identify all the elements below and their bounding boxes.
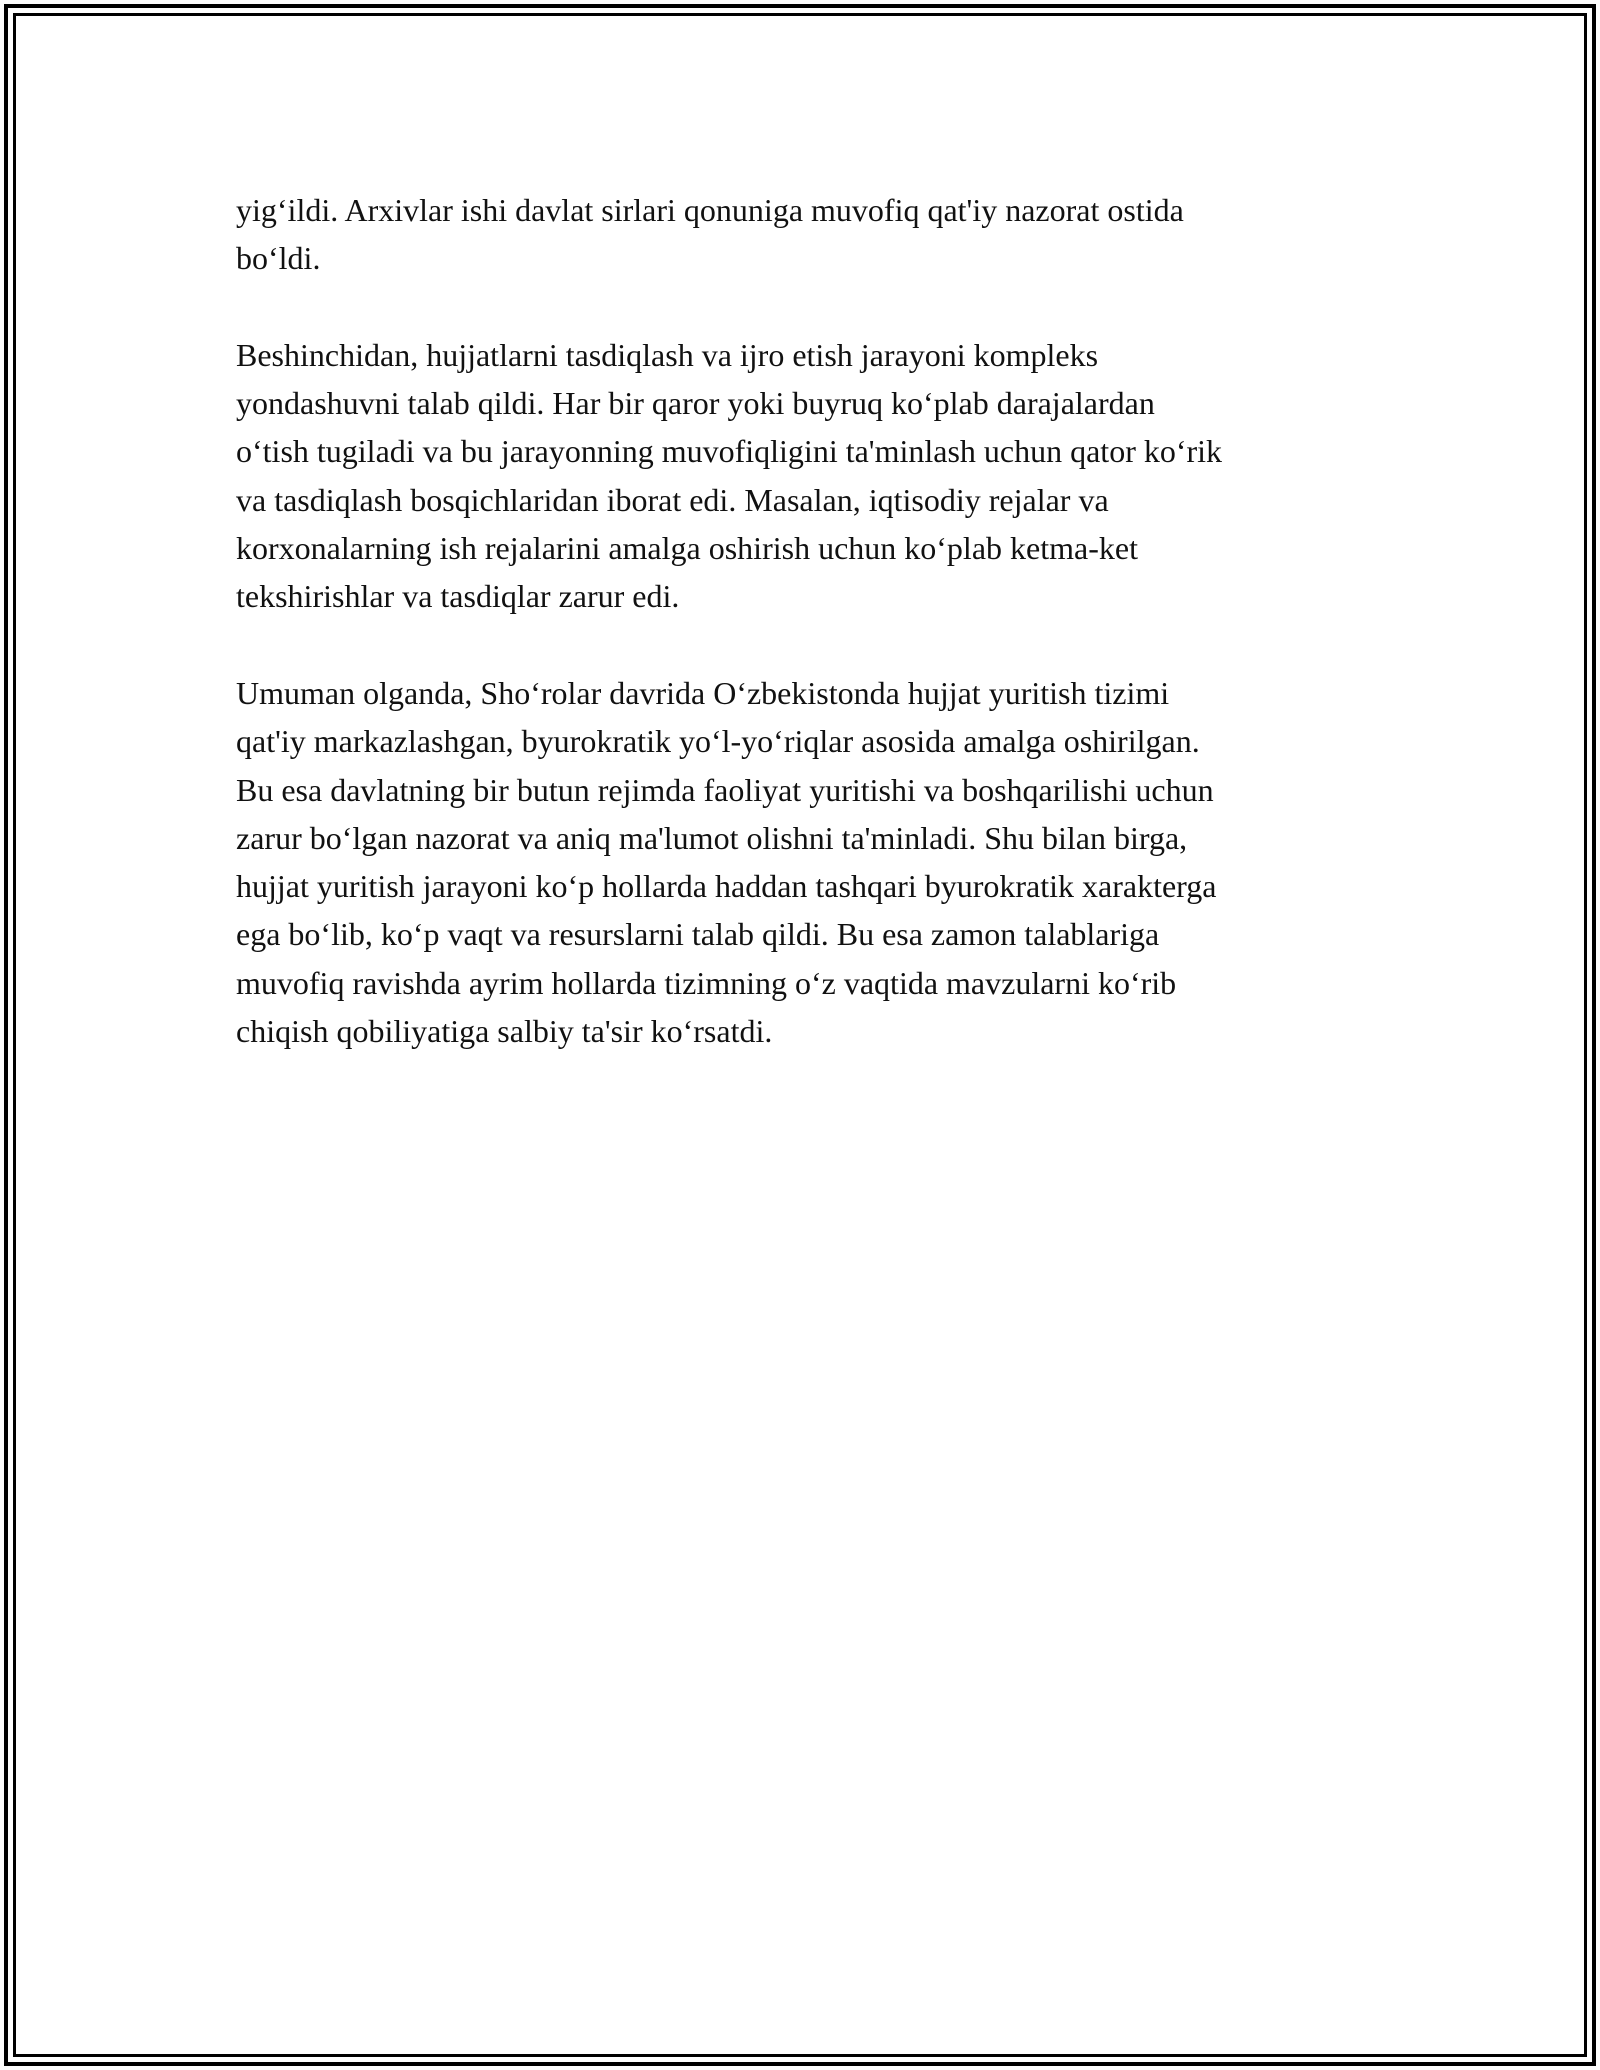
- text-line: zarur bo‘lgan nazorat va aniq ma'lumot olishni ta'minladi. Shu bilan birga,: [236, 819, 1188, 856]
- text-line: va tasdiqlash bosqichlaridan iborat edi. Masalan, iqtisodiy rejalar va: [236, 481, 1109, 518]
- text-line: tekshirishlar va tasdiqlar zarur edi.: [236, 578, 680, 615]
- text-line: ega bo‘lib, ko‘p vaqt va resurslarni talab qildi. Bu esa zamon talablariga: [236, 916, 1160, 953]
- text-line: yondashuvni talab qildi. Har bir qaror yoki buyruq ko‘plab darajalardan: [236, 385, 1155, 422]
- text-line: o‘tish tugiladi va bu jarayonning muvofiqligini ta'minlash uchun qator ko‘rik: [236, 433, 1223, 470]
- text-line: Umuman olganda, Sho‘rolar davrida O‘zbekistonda hujjat yuritish tizimi: [236, 674, 1170, 711]
- text-line: bo‘ldi.: [236, 240, 321, 277]
- document-body: [236, 186, 1376, 1104]
- text-line: Beshinchidan, hujjatlarni tasdiqlash va ijro etish jarayoni kompleks: [236, 336, 1099, 373]
- text-line: hujjat yuritish jarayoni ko‘p hollarda haddan tashqari byurokratik xarakterga: [236, 868, 1217, 905]
- text-line: Bu esa davlatning bir butun rejimda faoliyat yuritishi va boshqarilishi uchun: [236, 771, 1214, 808]
- paragraph-archives: [236, 186, 1376, 283]
- paragraph-conclusion: [236, 669, 1376, 1055]
- text-line: qat'iy markazlashgan, byurokratik yo‘l-yo‘riqlar asosida amalga oshirilgan.: [236, 723, 1200, 760]
- paragraph-fifth-point: [236, 331, 1376, 621]
- text-line: chiqish qobiliyatiga salbiy ta'sir ko‘rsatdi.: [236, 1013, 773, 1050]
- text-line: yig‘ildi. Arxivlar ishi davlat sirlari qonuniga muvofiq qat'iy nazorat ostida: [236, 192, 1184, 228]
- text-line: muvofiq ravishda ayrim hollarda tizimning o‘z vaqtida mavzularni ko‘rib: [236, 964, 1177, 1001]
- text-line: korxonalarning ish rejalarini amalga oshirish uchun ko‘plab ketma-ket: [236, 530, 1138, 567]
